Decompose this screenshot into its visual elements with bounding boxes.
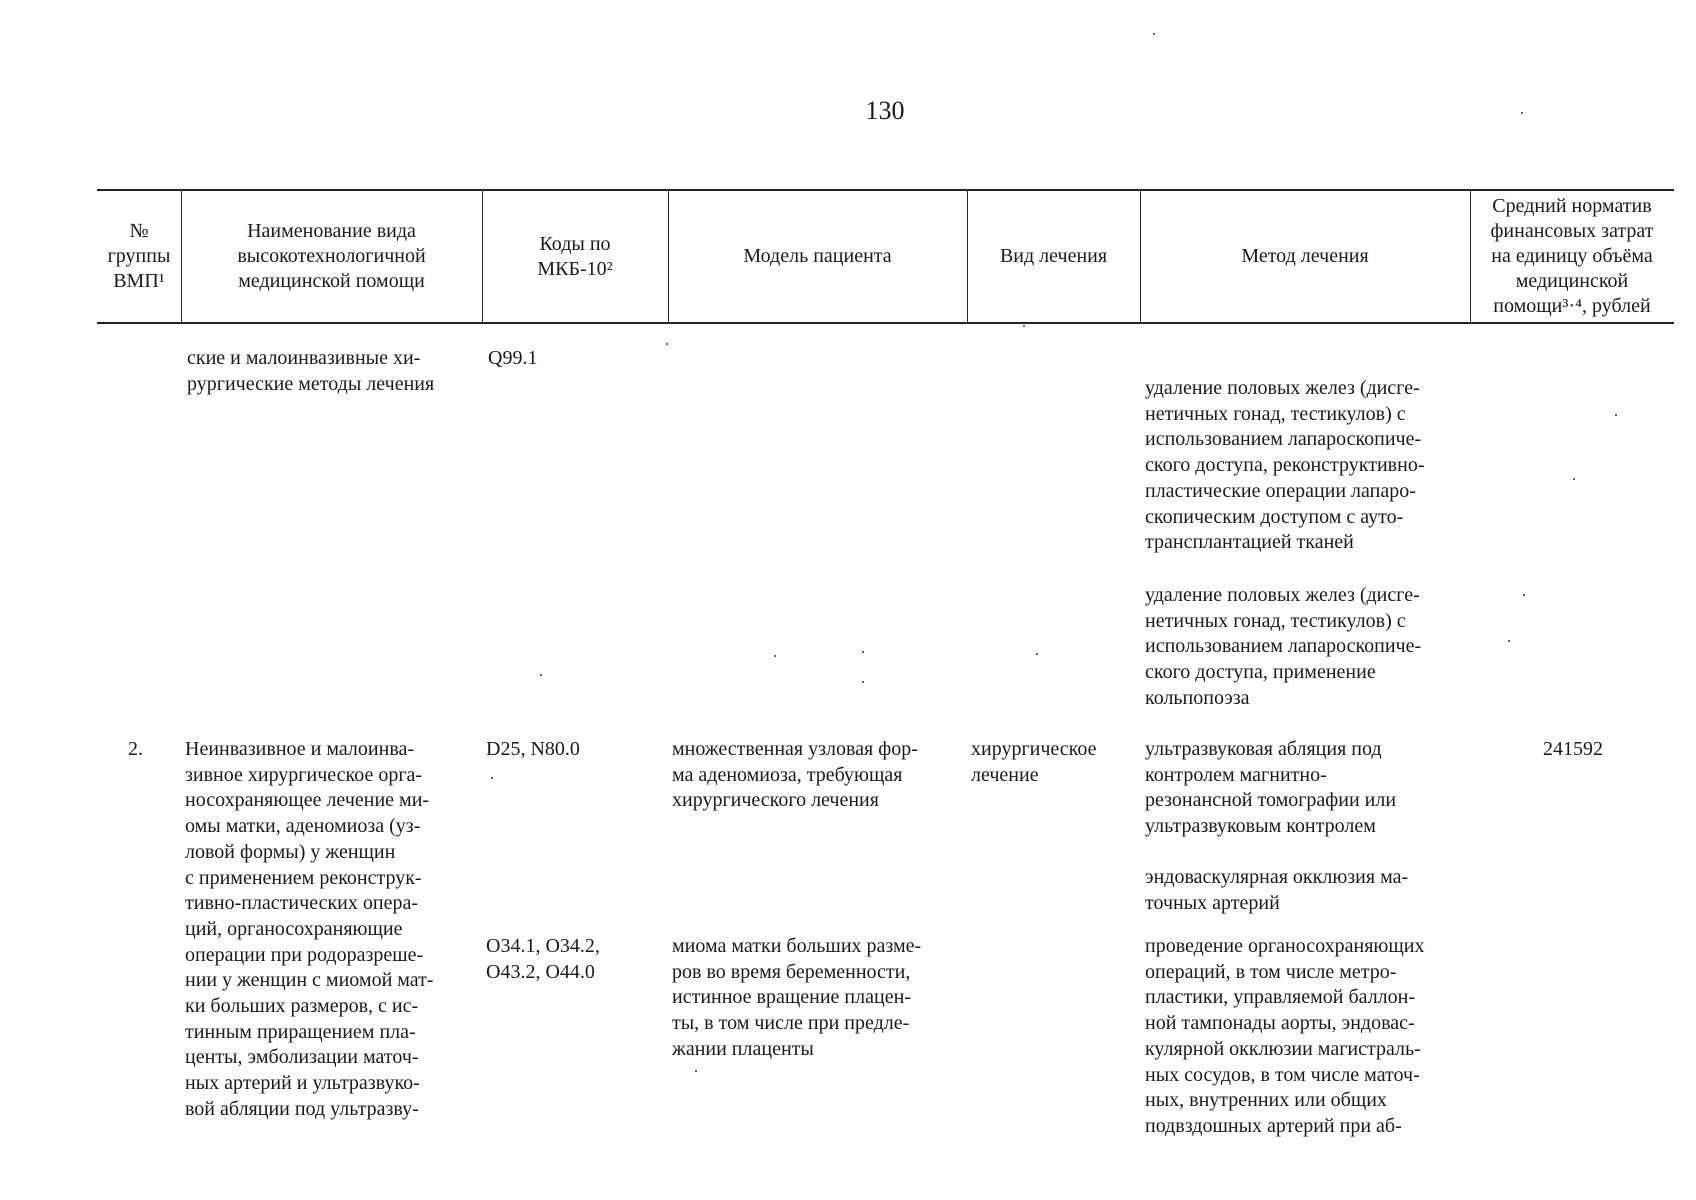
page-number: 130 <box>865 96 905 125</box>
scan-speck <box>1036 653 1038 655</box>
group-icd-code-1: D25, N80.0 <box>486 738 580 760</box>
scan-speck <box>666 343 668 345</box>
group-patient-model-1: множественная узловая фор- ма аденомиоза, требующая хирургического лечения <box>672 738 918 812</box>
scan-speck <box>1521 112 1523 114</box>
scan-speck <box>862 651 864 653</box>
table-header <box>97 189 1674 324</box>
header-patient-model: Модель пациента <box>743 245 892 267</box>
group-icd-code-2: O34.1, O34.2, O43.2, O44.0 <box>486 935 600 983</box>
scan-speck <box>1615 414 1617 416</box>
group-method-3: проведение органосохраняющих операций, в том числе метро- пластики, управляемой баллон- ной тампонады аорты, эндовас- кулярной окклюзии магистраль- ных сосудов, в том числе маточ- ных, внутренних или общих подвздошных артерий при аб- <box>1145 935 1425 1137</box>
group-method-1: ультразвуковая абляция под контролем магнитно- резонансной томографии или ультразвуковым контролем <box>1145 738 1397 838</box>
group-treatment-type: хирургическое лечение <box>971 738 1097 786</box>
group-care-name: Неинвазивное и малоинва- зивное хирургическое орга- носохраняющее лечение ми- омы матки, аденомиоза (уз- ловой формы) у женщин с применением реконструк- тивно-пластических опера- ций, органосохраняющие операции при родоразреше- нии у женщин с миомой мат- ки больших размеров, с ис- тинным приращением пла- центы, эмболизации маточ- ных артерий и ультразвуко- вой абляции под ультразву- <box>185 738 434 1120</box>
scan-speck <box>1023 325 1025 327</box>
cont-method-1: удаление половых желез (дисге- нетичных гонад, тестикулов) с использованием лапароскопиче- ского доступа, реконструктивно- пластические операции лапаро- скопическим доступом с ауто- трансплантацией тканей <box>1145 377 1425 554</box>
scan-speck <box>1573 478 1575 480</box>
header-cost-standard: Средний норматив финансовых затрат на единицу объёма медицинской помощи³·⁴, рублей <box>1490 195 1654 317</box>
header-icd-codes: Коды по МКБ-10² <box>537 232 613 280</box>
header-group-number: № группы ВМП¹ <box>107 220 171 292</box>
group-method-2: эндоваскулярная окклюзия ма- точных артерий <box>1145 866 1409 914</box>
cont-care-name: ские и малоинвазивные хи- рургические методы лечения <box>187 347 435 395</box>
header-treatment-method: Метод лечения <box>1241 245 1369 267</box>
header-treatment-type: Вид лечения <box>999 245 1108 267</box>
scan-speck <box>1508 640 1510 642</box>
scan-speck <box>1523 594 1525 596</box>
scan-speck <box>1153 33 1155 35</box>
group-patient-model-2: миома матки больших разме- ров во время беременности, истинное вращение плацен- ты, в том числе при предле- жании плаценты <box>672 935 922 1060</box>
scan-speck <box>540 674 542 676</box>
scan-speck <box>695 1070 697 1072</box>
scan-speck <box>491 777 493 779</box>
scan-speck <box>862 681 864 683</box>
cont-icd-code: Q99.1 <box>488 347 538 369</box>
header-care-name: Наименование вида высокотехнологичной медицинской помощи <box>237 220 426 292</box>
group-cost: 241592 <box>1543 738 1603 760</box>
cont-method-2: удаление половых желез (дисге- нетичных гонад, тестикулов) с использованием лапароскопиче- ского доступа, применение кольпопоэза <box>1145 584 1422 709</box>
scan-speck <box>774 655 776 657</box>
group-number: 2. <box>128 738 143 760</box>
